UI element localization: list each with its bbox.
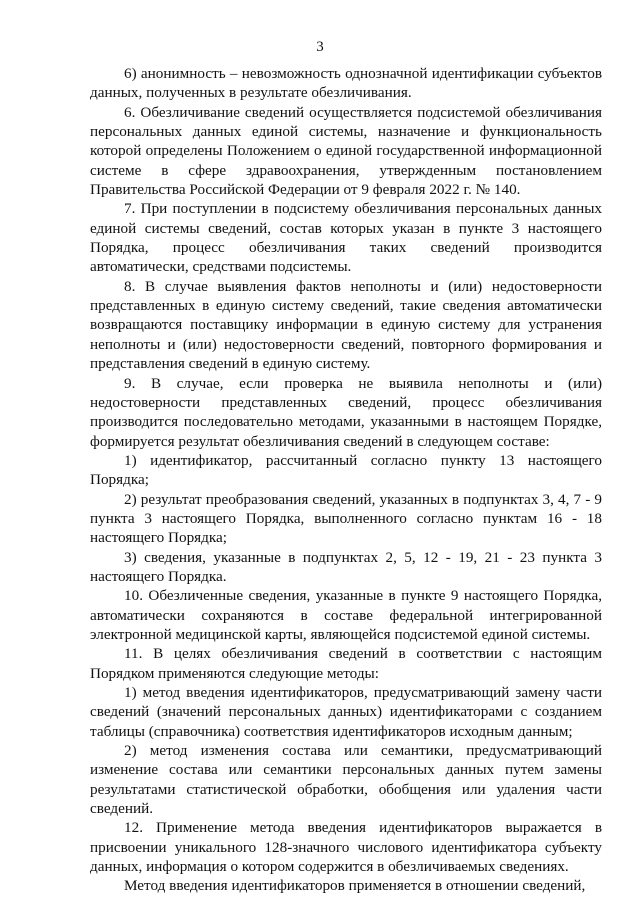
document-body: [90, 64, 602, 896]
paragraph-7: 7. При поступлении в подсистему обезличивания персональных данных единой системы сведений, состав которых указан в пункте 3 настоящего Порядка, процесс обезличивания таких сведений производится автоматически, средствами подсистемы.: [90, 200, 602, 276]
paragraph-10: 10. Обезличенные сведения, указанные в пункте 9 настоящего Порядка, автоматически сохраняются в составе федеральной интегрированной электронной медицинской карты, являющейся подсистемой единой системы.: [90, 587, 602, 643]
paragraph-11-item-1: 1) метод введения идентификаторов, предусматривающий замену части сведений (значений персональных данных) идентификаторами с созданием таблицы (справочника) соответствия идентификаторов исходным данным;: [90, 684, 602, 740]
paragraph-6: 6. Обезличивание сведений осуществляется подсистемой обезличивания персональных данных единой системы, назначение и функциональность которой определены Положением о единой государственной информационной системе в сфере здравоохранения, утвержденным постановлением Правительства Российской Федерации от 9 февраля 2022 г. № 140.: [90, 103, 602, 199]
paragraph-9-item-2: 2) результат преобразования сведений, указанных в подпунктах 3, 4, 7 - 9 пункта 3 настоящего Порядка, выполненного согласно пунктам 16 - 18 настоящего Порядка;: [90, 490, 602, 547]
paragraph-11-item-2: 2) метод изменения состава или семантики, предусматривающий изменение состава или семантики персональных данных путем замены результатами статистической обработки, обобщения или удаления части сведений.: [90, 742, 602, 818]
paragraph-9: 9. В случае, если проверка не выявила неполноты и (или) недостоверности представленных сведений, процесс обезличивания производится последовательно методами, указанными в настоящем Порядке, формируется результат обезличивания сведений в следующем составе:: [90, 374, 602, 450]
page-number: 3: [316, 39, 324, 55]
paragraph-12: 12. Применение метода введения идентификаторов выражается в присвоении уникального 128-значного числового идентификатора субъекту данных, информация о котором содержится в обезличиваемых сведениях.: [90, 819, 602, 876]
paragraph-item-6-anonymity: 6) анонимность – невозможность однозначной идентификации субъектов данных, полученных в результате обезличивания.: [90, 65, 602, 102]
paragraph-12-continuation: Метод введения идентификаторов применяется в отношении сведений,: [124, 877, 586, 895]
paragraph-11: 11. В целях обезличивания сведений в соответствии с настоящим Порядком применяются следующие методы:: [90, 645, 602, 682]
paragraph-9-item-3: 3) сведения, указанные в подпунктах 2, 5, 12 - 19, 21 - 23 пункта 3 настоящего Порядка.: [90, 548, 602, 585]
paragraph-9-item-1: 1) идентификатор, рассчитанный согласно пункту 13 настоящего Порядка;: [90, 451, 602, 489]
paragraph-8: 8. В случае выявления фактов неполноты и (или) недостоверности представленных в единую систему сведений, такие сведения автоматически возвращаются поставщику информации в единую систему для устранения неполноты и (или) недостоверности сведений, повторного формирования и представления сведений в единую систему.: [90, 277, 602, 373]
